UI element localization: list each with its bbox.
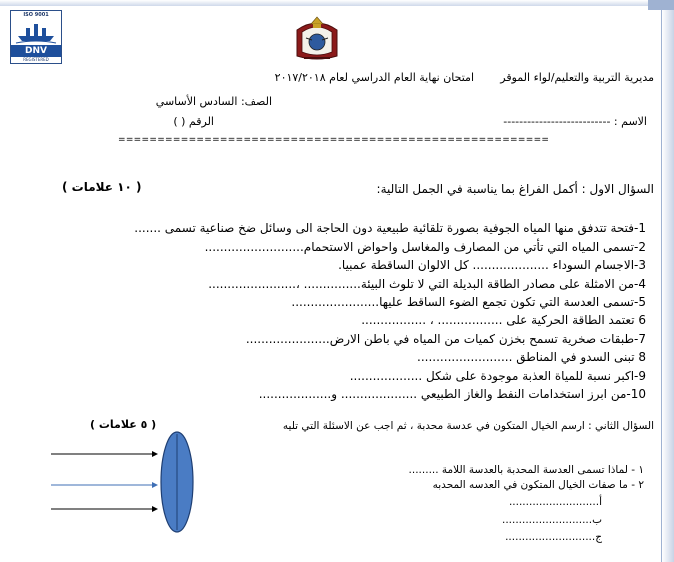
q2-sub-item-c: ج........................... [505, 531, 602, 543]
q1-item-1: 1-فتحة تتدفق منها المياه الجوفية بصورة تلقائية طبيعية دون الحاجة الى وسائل ضخ صناعية تسمى ....... [134, 221, 646, 235]
q1-item-5: 5-تسمى العدسة التي تكون تجمع الضوء الساقط عليها....................... [291, 295, 646, 309]
q1-item-2: 2-تسمى المياه التي تأتي من المصارف والمغاسل واحواض الاستحمام.......................... [204, 240, 646, 254]
question-1-marks: ( ١٠ علامات ) [62, 180, 142, 194]
q1-item-9: 9-اكبر نسبة للمياة العذبة موجودة على شكل ................... [349, 369, 646, 383]
jordan-emblem-icon [292, 14, 342, 62]
page-corner-decoration [648, 0, 674, 10]
q2-item-2: ٢ - ما صفات الخيال المتكون في العدسه المحدبه [432, 479, 644, 491]
q1-item-4: 4-من الامثلة على مصادر الطاقة البديلة التي لا تلوث البيئة............... ،....................... [208, 277, 646, 291]
separator-line: ======================================================= [118, 135, 550, 145]
q2-sub-item-a: أ........................... [508, 496, 602, 508]
student-number-field: الرقم ( ) [173, 115, 214, 128]
ship-logo-icon [14, 20, 58, 44]
grade-label: الصف: السادس الأساسي [155, 95, 272, 108]
iso-badge-brand: DNV [11, 45, 61, 57]
iso-dnv-logo [10, 10, 62, 64]
page-right-edge [661, 0, 674, 562]
iso-badge-bottom-text: REGISTERED [23, 57, 49, 62]
q1-item-8: 8 تبنى السدو في المناطق ......................... [417, 350, 646, 364]
question-2-title: السؤال الثاني : ارسم الخيال المتكون في عدسة محدبة ، ثم اجب عن الاسئلة التي تليه [282, 420, 654, 432]
question-2-marks: ( ٥ علامات ) [90, 418, 157, 431]
q1-item-6: 6 تعتمد الطاقة الحركية على ................. ، ................. [361, 313, 646, 327]
directorate-name: مديرية التربية والتعليم/لواء الموقر [500, 71, 654, 84]
q2-item-1: ١ - لماذا تسمى العدسة المحدبة بالعدسة اللامة ......... [408, 464, 644, 476]
question-1-title: السؤال الاول : أكمل الفراغ بما يناسبة في الجمل التالية: [376, 182, 654, 196]
q1-item-3: 3-الاجسام السوداء .................... كل الالوان الساقطة عمبيا. [338, 258, 646, 272]
iso-badge-top-text: ISO 9001 [11, 11, 61, 19]
student-name-field: الاسم : --------------------------- [503, 115, 647, 128]
convex-lens-diagram [45, 430, 235, 540]
exam-title: امتحان نهاية العام الدراسي لعام ٢٠١٧/٢٠١٨ [274, 71, 474, 84]
q1-item-7: 7-طبقات صخرية تسمح بخزن كميات من المياه في باطن الارض...................... [245, 332, 646, 346]
page-top-edge [0, 0, 674, 6]
q1-item-10: 10-من ابرز استخدامات النفط والغاز الطبيعي .................... و................... [258, 387, 646, 401]
q2-sub-item-b: ب........................... [501, 514, 602, 526]
